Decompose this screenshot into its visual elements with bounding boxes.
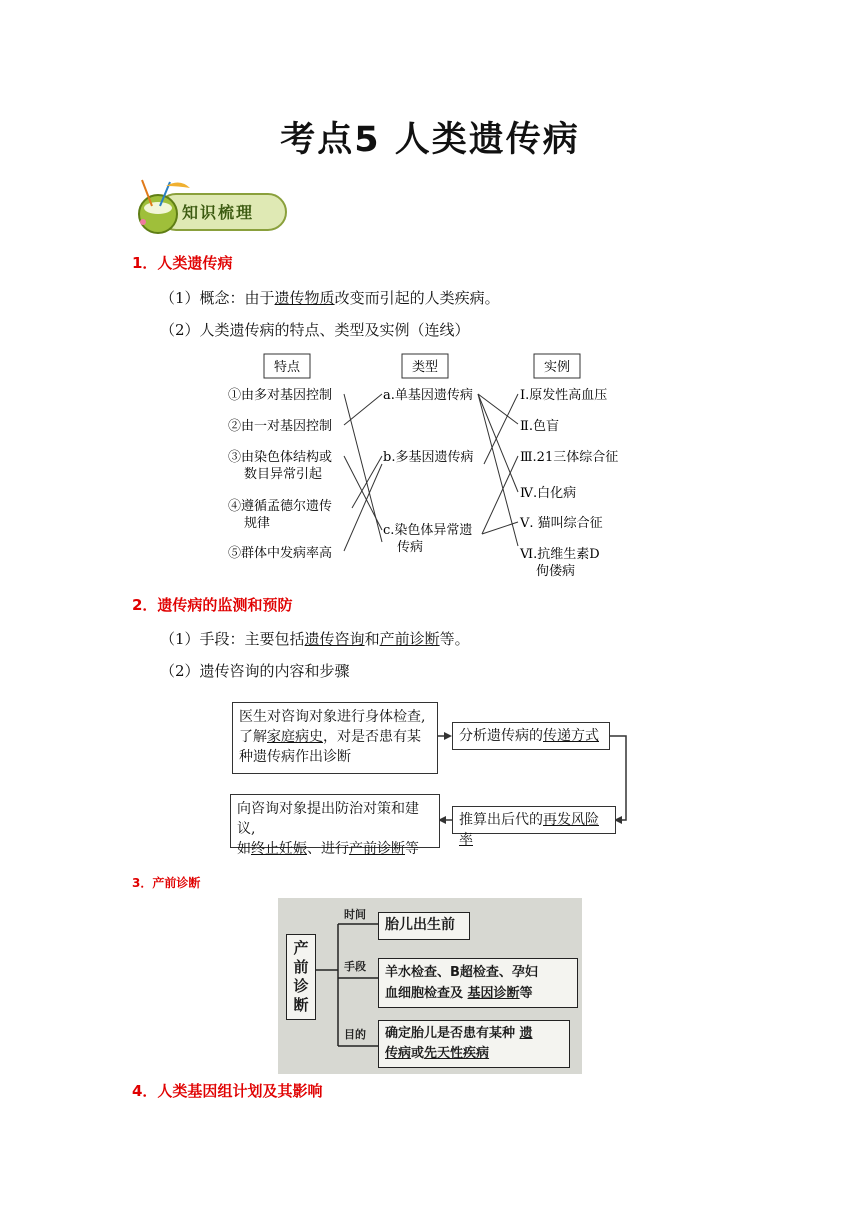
- example-1: Ⅰ.原发性高血压: [520, 388, 608, 403]
- flow-step-1-text: 了解: [239, 729, 267, 745]
- flow-step-2-answer: 传递方式: [543, 728, 599, 744]
- page-title: 考点5 人类遗传病: [280, 120, 580, 160]
- type-a: a.单基因遗传病: [383, 388, 473, 403]
- purpose-line2: [385, 1044, 563, 1064]
- section-2-item-2: （2）遗传咨询的内容和步骤: [160, 662, 350, 680]
- feature-3-line1: ③由染色体结构或: [228, 450, 333, 465]
- purpose-line2-or: 或: [411, 1046, 425, 1061]
- means-line2-suffix: 等: [519, 986, 533, 1001]
- flow-step-1-answer: 家庭病史: [267, 729, 323, 745]
- flow-step-1-line2: [239, 727, 431, 747]
- type-b: b.多基因遗传病: [383, 450, 474, 465]
- means-line2-answer: 基因诊断: [467, 986, 520, 1001]
- time-box: [378, 912, 470, 940]
- example-2: Ⅱ.色盲: [520, 419, 559, 434]
- example-3: Ⅲ.21三体综合征: [520, 450, 619, 465]
- flow-step-4-line1: 向咨询对象提出防治对策和建议,: [237, 801, 419, 837]
- purpose-line2-answer-2: 先天性疾病: [424, 1046, 490, 1061]
- purpose-line1-answer: 遗: [519, 1026, 533, 1041]
- concept-prefix: （1）概念：由于: [160, 289, 275, 307]
- example-6-line2: 佝偻病: [536, 564, 576, 579]
- concept-answer: 遗传物质: [274, 289, 335, 307]
- means-prefix: （1）手段：主要包括: [160, 630, 305, 648]
- purpose-box: [378, 1020, 570, 1068]
- flow-step-2-text: 分析遗传病的: [459, 728, 543, 744]
- means-answer-2: 产前诊断: [379, 630, 440, 648]
- section-1-concept: [160, 287, 500, 308]
- section-2-means: [160, 628, 470, 649]
- example-4: Ⅳ.白化病: [520, 486, 577, 501]
- root-char-2: 前: [293, 958, 309, 976]
- root-box: [286, 934, 316, 1020]
- type-c-line1: c.染色体异常遗: [383, 523, 473, 538]
- feature-4-line1: ④遵循孟德尔遗传: [228, 499, 333, 514]
- section-2-heading: 2．遗传病的监测和预防: [132, 596, 293, 614]
- section-1-heading: 1．人类遗传病: [132, 254, 233, 272]
- concept-suffix: 改变而引起的人类疾病。: [334, 289, 500, 307]
- flow-step-4-text-2: 、进行: [307, 841, 349, 857]
- flow-step-diagnosis: [232, 702, 438, 774]
- flow-step-1-line3: 种遗传病作出诊断: [239, 749, 351, 765]
- badge-label: 知识梳理: [182, 203, 255, 222]
- purpose-line1-text: 确定胎儿是否患有某种: [385, 1026, 520, 1041]
- flow-step-3-answer: 再发风险率: [459, 812, 599, 848]
- means-line2-text: 血细胞检查及: [385, 986, 468, 1001]
- flow-step-4-text-3: 等: [405, 841, 419, 857]
- means-answer-1: 遗传咨询: [304, 630, 365, 648]
- header-types: 类型: [411, 360, 439, 375]
- section-4-heading: 4．人类基因组计划及其影响: [132, 1082, 323, 1100]
- means-line2: [385, 983, 571, 1004]
- feature-4-line2: 规律: [244, 516, 271, 531]
- prenatal-diagnosis-photo: [278, 898, 582, 1074]
- purpose-line1: [385, 1024, 563, 1044]
- label-means: 手段: [344, 960, 366, 973]
- matching-diagram: [220, 352, 640, 588]
- means-line1: 羊水检查、B超检查、孕妇: [385, 965, 538, 980]
- feature-3-line2: 数目异常引起: [244, 467, 323, 482]
- section-badge: [130, 176, 290, 236]
- flow-step-3-text: 推算出后代的: [459, 812, 543, 828]
- flow-step-calculate: [452, 806, 616, 848]
- example-6-line1: Ⅵ.抗维生素D: [520, 547, 600, 562]
- header-features: 特点: [273, 360, 301, 375]
- time-text: 胎儿出生前: [385, 917, 455, 933]
- means-and: 和: [364, 630, 380, 648]
- root-char-4: 断: [293, 996, 309, 1014]
- flow-step-1-text-2: ，对是否患有某: [323, 729, 421, 745]
- header-examples: 实例: [543, 360, 571, 375]
- section-3-heading: 3．产前诊断: [132, 876, 201, 890]
- feature-5: ⑤群体中发病率高: [228, 546, 333, 561]
- label-time: 时间: [344, 908, 366, 921]
- flow-step-advice: [230, 794, 440, 857]
- feature-2: ②由一对基因控制: [228, 419, 333, 434]
- purpose-line2-answer-1: 传病: [385, 1046, 412, 1061]
- flow-step-1-line1: 医生对咨询对象进行身体检查,: [239, 709, 426, 725]
- section-1-item-2: （2）人类遗传病的特点、类型及实例（连线）: [160, 321, 470, 339]
- type-c-line2: 传病: [397, 540, 424, 555]
- flow-step-4-text: 如: [237, 841, 251, 857]
- flow-step-analyze: [452, 722, 610, 750]
- flow-step-4-line2: [237, 839, 433, 859]
- means-suffix: 等。: [439, 630, 470, 648]
- root-char-1: 产: [293, 939, 309, 957]
- root-char-3: 诊: [293, 977, 309, 995]
- feature-1: ①由多对基因控制: [228, 388, 333, 403]
- flow-step-4-answer-1: 终止妊娠: [251, 841, 307, 857]
- example-5: Ⅴ. 猫叫综合征: [520, 516, 603, 531]
- means-box: [378, 958, 578, 1008]
- flow-step-4-answer-2: 产前诊断: [349, 841, 405, 857]
- label-purpose: 目的: [344, 1028, 366, 1041]
